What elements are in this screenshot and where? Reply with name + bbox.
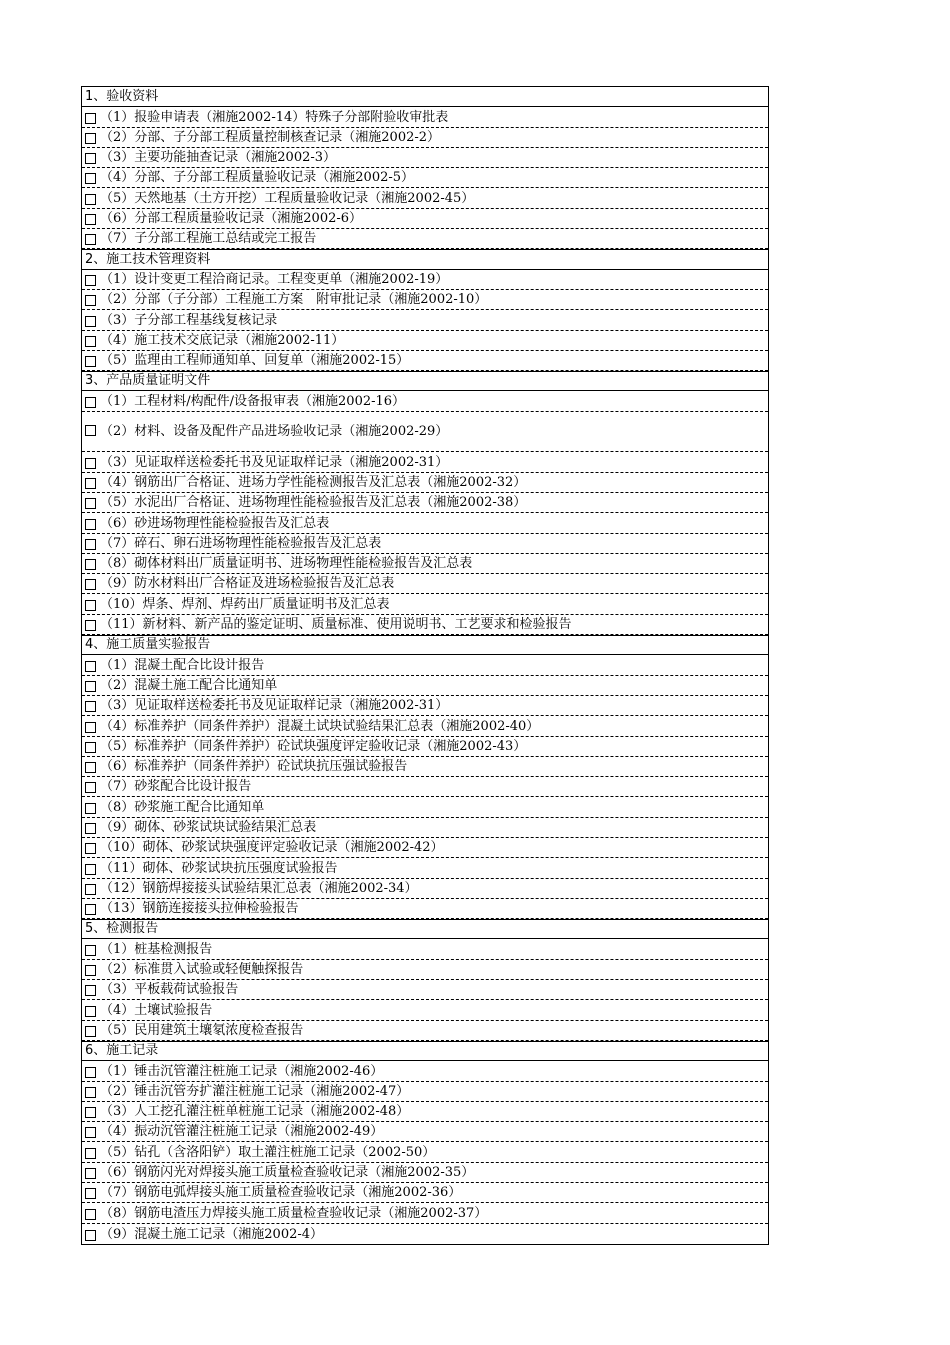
item-label: （6）钢筋闪光对焊接头施工质量检查验收记录（湘施2002-35） (100, 1165, 475, 1181)
checklist-item (82, 412, 768, 453)
checkbox[interactable] (85, 519, 96, 530)
checklist-item (82, 209, 768, 229)
checkbox[interactable] (85, 397, 96, 408)
checkbox[interactable] (85, 153, 96, 164)
item-label: （12）钢筋焊接接头试验结果汇总表（湘施2002-34） (100, 880, 418, 896)
checklist-item (82, 168, 768, 188)
checkbox[interactable] (85, 133, 96, 144)
checklist-item (82, 574, 768, 594)
item-label: （1）设计变更工程洽商记录。工程变更单（湘施2002-19） (100, 271, 449, 287)
checklist-item (82, 391, 768, 411)
section-heading (82, 919, 768, 939)
checkbox[interactable] (85, 1087, 96, 1098)
item-label: （7）钢筋电弧焊接头施工质量检查验收记录（湘施2002-36） (100, 1185, 462, 1201)
section-heading (82, 249, 768, 269)
checklist-item (82, 554, 768, 574)
checklist-item (82, 290, 768, 310)
checklist-item (82, 1021, 768, 1041)
checklist-item (82, 1224, 768, 1244)
item-label: （2）标准贯入试验或轻便触探报告 (100, 962, 304, 978)
item-label: （7）子分部工程施工总结或完工报告 (100, 231, 317, 247)
item-label: （4）振动沉管灌注桩施工记录（湘施2002-49） (100, 1124, 384, 1140)
checklist-item (82, 879, 768, 899)
checkbox[interactable] (85, 1067, 96, 1078)
checkbox[interactable] (85, 823, 96, 834)
checkbox[interactable] (85, 600, 96, 611)
checklist-item (82, 473, 768, 493)
item-label: （11）砌体、砂浆试块抗压强度试验报告 (100, 860, 338, 876)
checklist-item (82, 594, 768, 614)
item-label: （13）钢筋连接接头拉伸检验报告 (100, 901, 299, 917)
checkbox[interactable] (85, 316, 96, 327)
item-label: （1）工程材料/构配件/设备报审表（湘施2002-16） (100, 393, 406, 409)
section-heading (82, 87, 768, 107)
checkbox[interactable] (85, 884, 96, 895)
checklist-item (82, 128, 768, 148)
checklist-item (82, 270, 768, 290)
item-label: （5）水泥出厂合格证、进场物理性能检验报告及汇总表（湘施2002-38） (100, 495, 527, 511)
checklist-item (82, 1082, 768, 1102)
checklist-item (82, 1122, 768, 1142)
checklist-item (82, 797, 768, 817)
item-label: （5）监理由工程师通知单、回复单（湘施2002-15） (100, 353, 410, 369)
checkbox[interactable] (85, 356, 96, 367)
checkbox[interactable] (85, 498, 96, 509)
item-label: （2）分部、子分部工程质量控制核查记录（湘施2002-2） (100, 129, 441, 145)
checklist-item (82, 493, 768, 513)
checkbox[interactable] (85, 1127, 96, 1138)
item-label: （9）砌体、砂浆试块试验结果汇总表 (100, 819, 317, 835)
item-label: （3）见证取样送检委托书及见证取样记录（湘施2002-31） (100, 698, 449, 714)
checklist-item (82, 513, 768, 533)
checkbox[interactable] (85, 539, 96, 550)
section-title: 6、施工记录 (85, 1043, 159, 1059)
item-label: （9）防水材料出厂合格证及进场检验报告及汇总表 (100, 576, 395, 592)
checklist-item (82, 939, 768, 959)
checkbox[interactable] (85, 843, 96, 854)
section-title: 5、检测报告 (85, 921, 159, 937)
item-label: （6）砂进场物理性能检验报告及汇总表 (100, 515, 330, 531)
checklist-item (82, 148, 768, 168)
checkbox[interactable] (85, 194, 96, 205)
checklist-item (82, 716, 768, 736)
checkbox[interactable] (85, 478, 96, 489)
item-label: （4）钢筋出厂合格证、进场力学性能检测报告及汇总表（湘施2002-32） (100, 474, 527, 490)
checklist-item (82, 534, 768, 554)
checklist-item (82, 899, 768, 919)
checkbox[interactable] (85, 661, 96, 672)
section-heading (82, 1041, 768, 1061)
checkbox[interactable] (85, 425, 96, 436)
checklist-item (82, 818, 768, 838)
item-label: （8）砂浆施工配合比通知单 (100, 799, 265, 815)
checkbox[interactable] (85, 275, 96, 286)
checklist-item (82, 229, 768, 249)
checkbox[interactable] (85, 864, 96, 875)
checkbox[interactable] (85, 173, 96, 184)
checklist-item (82, 1000, 768, 1020)
checkbox[interactable] (85, 1148, 96, 1159)
checklist-item (82, 310, 768, 330)
item-label: （8）钢筋电渣压力焊接头施工质量检查验收记录（湘施2002-37） (100, 1205, 488, 1221)
checklist-item (82, 1142, 768, 1162)
section-heading (82, 371, 768, 391)
checkbox[interactable] (85, 1026, 96, 1037)
item-label: （7）碎石、卵石进场物理性能检验报告及汇总表 (100, 535, 382, 551)
checkbox[interactable] (85, 559, 96, 570)
checkbox[interactable] (85, 113, 96, 124)
checklist-item (82, 351, 768, 371)
checklist-item (82, 107, 768, 127)
item-label: （7）砂浆配合比设计报告 (100, 779, 252, 795)
checkbox[interactable] (85, 782, 96, 793)
item-label: （3）见证取样送检委托书及见证取样记录（湘施2002-31） (100, 454, 449, 470)
checkbox[interactable] (85, 234, 96, 245)
checklist-item (82, 331, 768, 351)
checkbox[interactable] (85, 620, 96, 631)
checkbox[interactable] (85, 904, 96, 915)
checklist-item (82, 960, 768, 980)
checklist-item (82, 452, 768, 472)
item-label: （4）标准养护（同条件养护）混凝土试块试验结果汇总表（湘施2002-40） (100, 718, 540, 734)
checkbox[interactable] (85, 458, 96, 469)
item-label: （2）混凝土施工配合比通知单 (100, 677, 278, 693)
item-label: （5）民用建筑土壤氡浓度检查报告 (100, 1022, 304, 1038)
section-heading (82, 635, 768, 655)
checkbox[interactable] (85, 1230, 96, 1241)
item-label: （4）土壤试验报告 (100, 1002, 213, 1018)
checkbox[interactable] (85, 1188, 96, 1199)
item-label: （4）施工技术交底记录（湘施2002-11） (100, 332, 345, 348)
checkbox[interactable] (85, 214, 96, 225)
checklist-item (82, 980, 768, 1000)
checklist-item (82, 757, 768, 777)
item-label: （2）锤击沉管夯扩灌注桩施工记录（湘施2002-47） (100, 1083, 410, 1099)
checkbox[interactable] (85, 985, 96, 996)
item-label: （9）混凝土施工记录（湘施2002-4） (100, 1226, 324, 1242)
checkbox[interactable] (85, 1006, 96, 1017)
item-label: （10）砌体、砂浆试块强度评定验收记录（湘施2002-42） (100, 840, 444, 856)
item-label: （3）子分部工程基线复核记录 (100, 312, 278, 328)
item-label: （6）标准养护（同条件养护）砼试块抗压强试验报告 (100, 759, 408, 775)
checkbox[interactable] (85, 965, 96, 976)
checkbox[interactable] (85, 295, 96, 306)
checklist-item (82, 1102, 768, 1122)
item-label: （2）分部（子分部）工程施工方案 附审批记录（湘施2002-10） (100, 292, 488, 308)
section-title: 3、产品质量证明文件 (85, 373, 211, 389)
checklist-item (82, 655, 768, 675)
item-label: （11）新材料、新产品的鉴定证明、质量标准、使用说明书、工艺要求和检验报告 (100, 617, 572, 633)
checkbox[interactable] (85, 579, 96, 590)
checklist-item (82, 676, 768, 696)
checklist-table (81, 86, 769, 1245)
section-title: 4、施工质量实验报告 (85, 637, 211, 653)
item-label: （2）材料、设备及配件产品进场验收记录（湘施2002-29） (100, 424, 449, 440)
item-label: （3）人工挖孔灌注桩单桩施工记录（湘施2002-48） (100, 1104, 410, 1120)
checkbox[interactable] (85, 701, 96, 712)
item-label: （5）标准养护（同条件养护）砼试块强度评定验收记录（湘施2002-43） (100, 738, 527, 754)
checkbox[interactable] (85, 1209, 96, 1220)
checklist-item (82, 188, 768, 208)
section-title: 2、施工技术管理资料 (85, 251, 211, 267)
checkbox[interactable] (85, 762, 96, 773)
item-label: （8）砌体材料出厂质量证明书、进场物理性能检验报告及汇总表 (100, 556, 473, 572)
checklist-item (82, 1203, 768, 1223)
item-label: （3）平板载荷试验报告 (100, 982, 239, 998)
checklist-item (82, 1061, 768, 1081)
checkbox[interactable] (85, 803, 96, 814)
checklist-item (82, 696, 768, 716)
checklist-item (82, 777, 768, 797)
checklist-item (82, 1163, 768, 1183)
checkbox[interactable] (85, 945, 96, 956)
item-label: （1）报验申请表（湘施2002-14）特殊子分部附验收审批表 (100, 109, 449, 125)
checkbox[interactable] (85, 336, 96, 347)
item-label: （3）主要功能抽查记录（湘施2002-3） (100, 150, 337, 166)
checklist-item (82, 838, 768, 858)
checkbox[interactable] (85, 742, 96, 753)
item-label: （5）钻孔（含洛阳铲）取土灌注桩施工记录（2002-50） (100, 1144, 436, 1160)
item-label: （5）天然地基（土方开挖）工程质量验收记录（湘施2002-45） (100, 190, 475, 206)
checklist-item (82, 615, 768, 635)
item-label: （6）分部工程质量验收记录（湘施2002-6） (100, 211, 363, 227)
checkbox[interactable] (85, 722, 96, 733)
checklist-item (82, 858, 768, 878)
checklist-item (82, 737, 768, 757)
item-label: （10）焊条、焊剂、焊药出厂质量证明书及汇总表 (100, 596, 390, 612)
checkbox[interactable] (85, 1168, 96, 1179)
item-label: （1）锤击沉管灌注桩施工记录（湘施2002-46） (100, 1063, 384, 1079)
section-title: 1、验收资料 (85, 89, 159, 105)
item-label: （1）混凝土配合比设计报告 (100, 657, 265, 673)
item-label: （1）桩基检测报告 (100, 941, 213, 957)
checkbox[interactable] (85, 1107, 96, 1118)
item-label: （4）分部、子分部工程质量验收记录（湘施2002-5） (100, 170, 415, 186)
checkbox[interactable] (85, 681, 96, 692)
checklist-item (82, 1183, 768, 1203)
